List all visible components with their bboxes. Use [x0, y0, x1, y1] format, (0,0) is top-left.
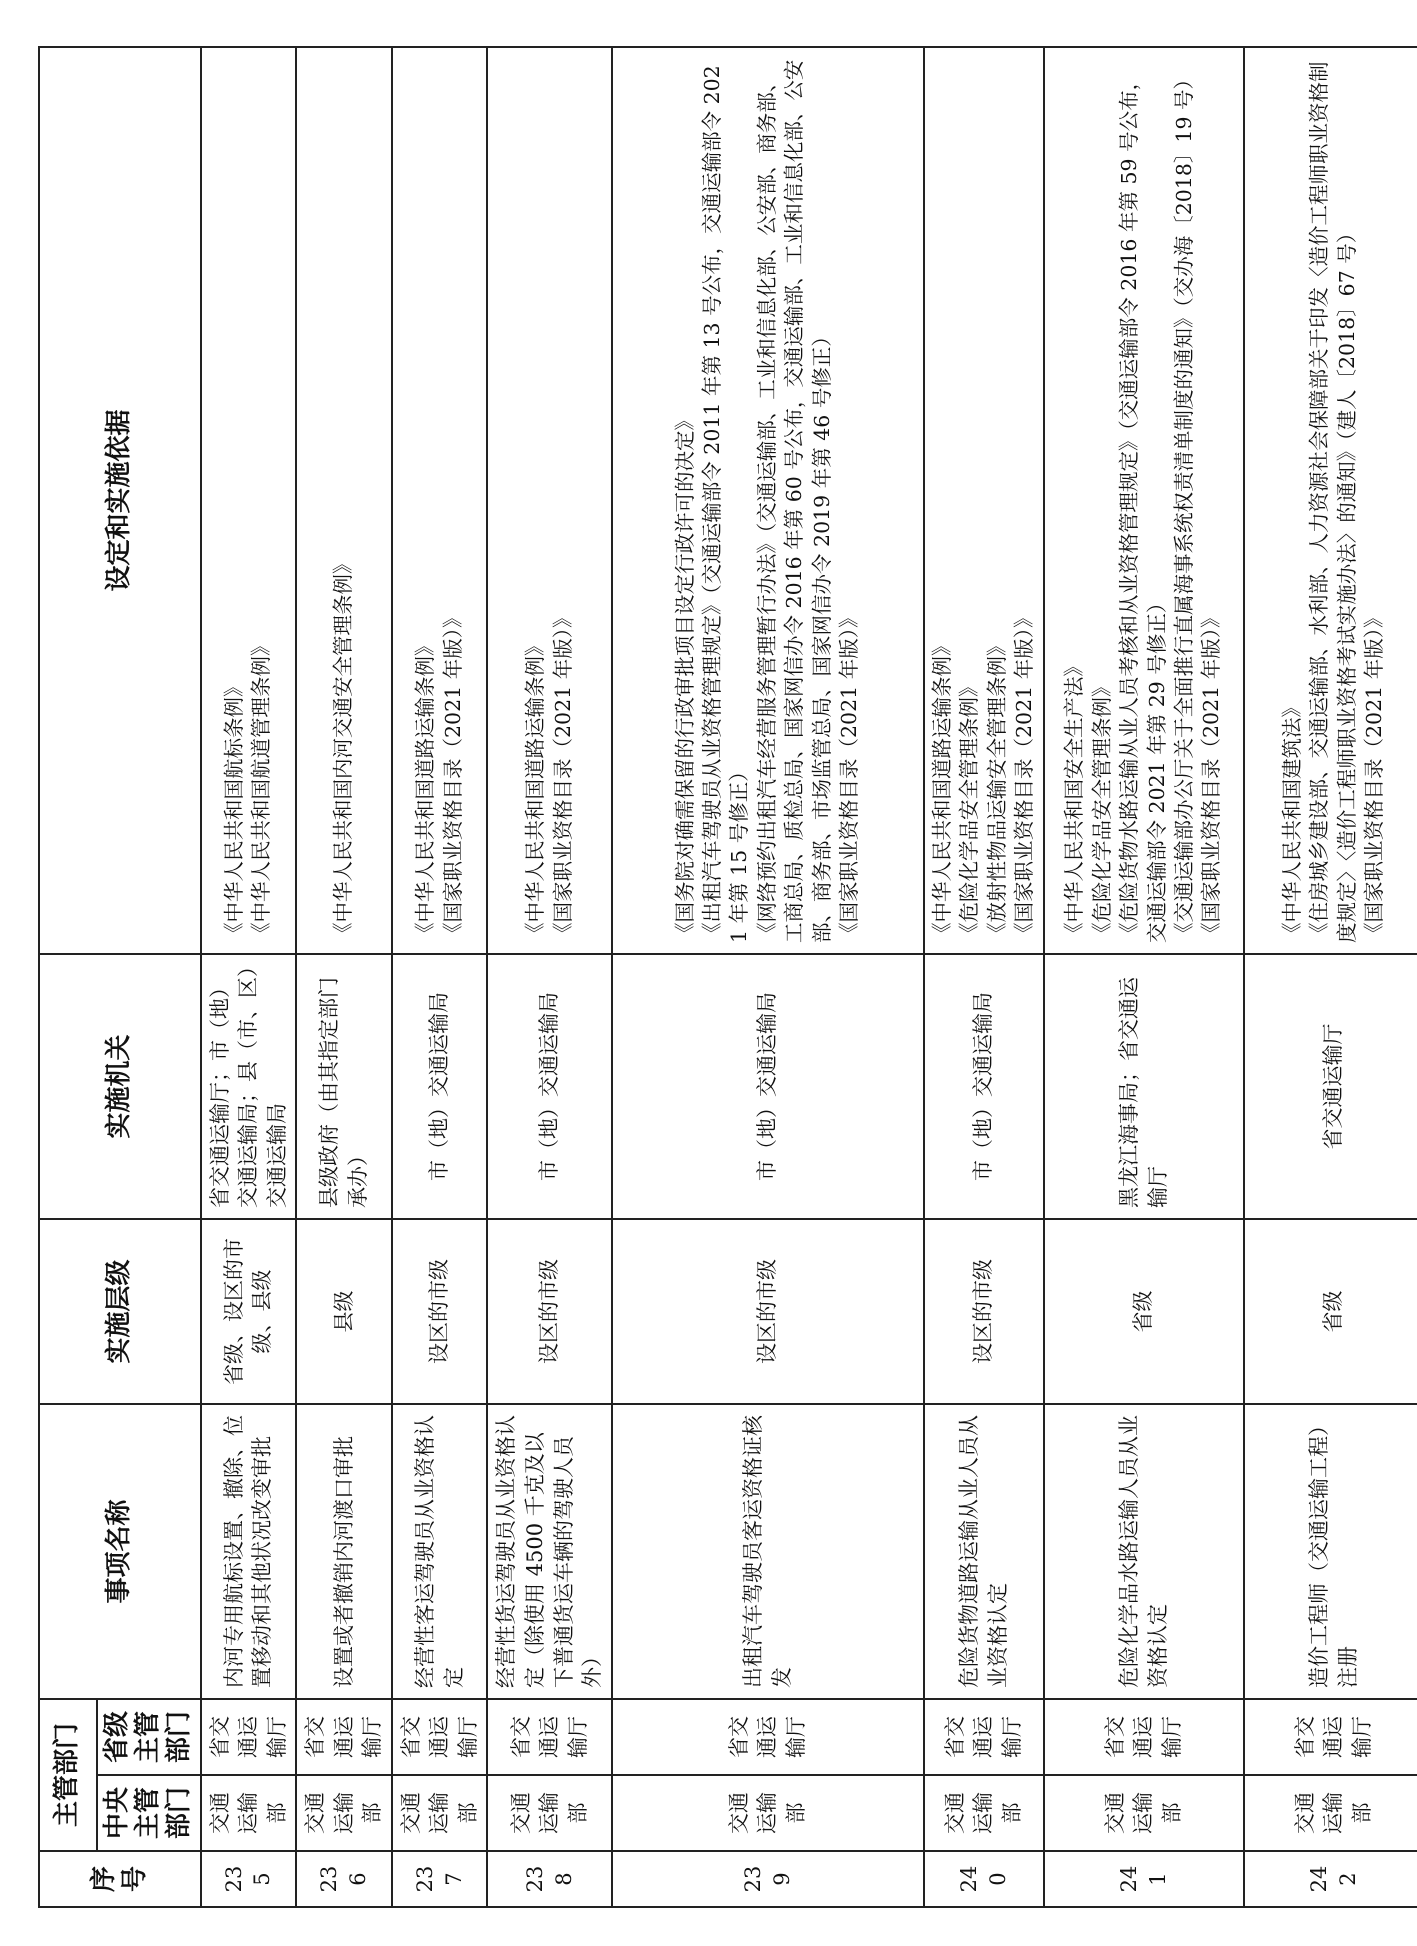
table-row	[1044, 47, 1244, 1907]
provincial-dept-cell: 省交通运输厅	[296, 1699, 392, 1775]
seq-cell: 235	[201, 1851, 297, 1907]
basis-line: 《放射性物品运输安全管理条例》	[984, 635, 1009, 943]
central-dept-cell: 交通运输部	[392, 1775, 488, 1851]
central-dept-cell: 交通运输部	[201, 1775, 297, 1851]
agency-cell: 市（地）交通运输局	[392, 954, 488, 1219]
level-cell: 设区的市级	[924, 1219, 1044, 1404]
table-row	[612, 47, 924, 1907]
basis-line: 《中华人民共和国道路运输条例》	[413, 635, 438, 943]
basis-cell	[1044, 47, 1244, 954]
agency-cell: 市（地）交通运输局	[924, 954, 1044, 1219]
level-cell: 省级	[1244, 1219, 1417, 1404]
item-name-cell: 设置或者撤销内河渡口审批	[296, 1404, 392, 1699]
agency-cell: 省交通运输厅；市（地）交通运输局；县（市、区）交通运输局	[201, 954, 297, 1219]
basis-cell	[612, 47, 924, 954]
agency-cell: 县级政府（由其指定部门承办）	[296, 954, 392, 1219]
table-row	[201, 47, 297, 1907]
central-dept-cell: 交通运输部	[612, 1775, 924, 1851]
basis-line: 《国务院对确需保留的行政审批项目设定行政许可的决定》	[672, 409, 697, 943]
basis-line: 《危险化学品安全管理条例》	[1089, 676, 1114, 943]
basis-line: 《国家职业资格目录（2021 年版）》	[440, 607, 465, 943]
basis-line: 《国家职业资格目录（2021 年版）》	[1012, 607, 1037, 943]
basis-cell	[201, 47, 297, 954]
basis-cell	[296, 47, 392, 954]
seq-cell: 240	[924, 1851, 1044, 1907]
basis-line: 《中华人民共和国建筑法》	[1279, 696, 1304, 943]
table-body	[201, 47, 1417, 1907]
central-dept-cell: 交通运输部	[924, 1775, 1044, 1851]
item-name-cell: 造价工程师（交通运输工程）注册	[1244, 1404, 1417, 1699]
header-seq: 序号	[39, 1851, 201, 1907]
agency-cell: 市（地）交通运输局	[487, 954, 611, 1219]
basis-line: 《交通运输部办公厅关于全面推行直属海事系统权责清单制度的通知》（交办海〔2018〕19 号）	[1172, 68, 1197, 943]
header-basis: 设定和实施依据	[39, 47, 201, 954]
basis-line: 《国家职业资格目录（2021 年版）》	[1362, 607, 1387, 943]
basis-line: 《危险货物水路运输从业人员考核和从业资格管理规定》（交通运输部令 2016 年第 59 号公布，交通运输部令 2021 年第 29 号修正）	[1117, 69, 1169, 943]
central-dept-cell: 交通运输部	[296, 1775, 392, 1851]
table-row	[296, 47, 392, 1907]
basis-cell	[924, 47, 1044, 954]
item-name-cell: 内河专用航标设置、撤除、位置移动和其他状况改变审批	[201, 1404, 297, 1699]
seq-cell: 237	[392, 1851, 488, 1907]
basis-line: 《中华人民共和国内河交通安全管理条例》	[331, 553, 356, 943]
basis-line: 《中华人民共和国道路运输条例》	[929, 635, 954, 943]
basis-line: 《中华人民共和国航道管理条例》	[249, 635, 274, 943]
table-row	[487, 47, 611, 1907]
table-row	[392, 47, 488, 1907]
basis-cell	[392, 47, 488, 954]
level-cell: 设区的市级	[392, 1219, 488, 1404]
basis-line: 《网络预约出租汽车经营服务管理暂行办法》（交通运输部、工业和信息化部、公安部、商务部、工商总局、质检总局、国家网信办令 2016 年第 60 号公布，交通运输部、工业和信息化部、公安部、商务部、市场监管总局、国家网信办令 2019 年第 46 号修正）	[754, 59, 834, 943]
provincial-dept-cell: 省交通运输厅	[487, 1699, 611, 1775]
provincial-dept-cell: 省交通运输厅	[612, 1699, 924, 1775]
central-dept-cell: 交通运输部	[1244, 1775, 1417, 1851]
basis-line: 《危险化学品安全管理条例》	[957, 676, 982, 943]
item-name-cell: 经营性货运驾驶员从业资格认定（除使用 4500 千克及以下普通货运车辆的驾驶人员外）	[487, 1404, 611, 1699]
seq-cell: 238	[487, 1851, 611, 1907]
header-level: 实施层级	[39, 1219, 201, 1404]
basis-line: 《中华人民共和国航标条例》	[221, 676, 246, 943]
basis-line: 《国家职业资格目录（2021 年版）》	[1199, 607, 1224, 943]
agency-cell: 黑龙江海事局；省交通运输厅	[1044, 954, 1244, 1219]
header-provincial-dept: 省级主管部门	[97, 1699, 201, 1775]
basis-line: 《中华人民共和国道路运输条例》	[523, 635, 548, 943]
level-cell: 设区的市级	[612, 1219, 924, 1404]
provincial-dept-cell: 省交通运输厅	[1244, 1699, 1417, 1775]
basis-cell	[487, 47, 611, 954]
seq-cell: 242	[1244, 1851, 1417, 1907]
level-cell: 省级、设区的市级、县级	[201, 1219, 297, 1404]
agency-cell: 市（地）交通运输局	[612, 954, 924, 1219]
header-item-name: 事项名称	[39, 1404, 201, 1699]
header-dept-group: 主管部门	[39, 1699, 97, 1851]
basis-line: 《住房城乡建设部、交通运输部、水利部、人力资源社会保障部关于印发〈造价工程师职业资格制度规定〉〈造价工程师职业资格考试实施办法〉的通知》（建人〔2018〕67 号）	[1307, 61, 1359, 943]
header-agency: 实施机关	[39, 954, 201, 1219]
basis-line: 《国家职业资格目录（2021 年版）》	[550, 607, 575, 943]
basis-cell	[1244, 47, 1417, 954]
provincial-dept-cell: 省交通运输厅	[392, 1699, 488, 1775]
item-name-cell: 危险化学品水路运输人员从业资格认定	[1044, 1404, 1244, 1699]
level-cell: 省级	[1044, 1219, 1244, 1404]
seq-cell: 241	[1044, 1851, 1244, 1907]
provincial-dept-cell: 省交通运输厅	[201, 1699, 297, 1775]
provincial-dept-cell: 省交通运输厅	[924, 1699, 1044, 1775]
rotated-table-wrapper	[38, 48, 1398, 1908]
seq-cell: 236	[296, 1851, 392, 1907]
table-row	[1244, 47, 1417, 1907]
central-dept-cell: 交通运输部	[1044, 1775, 1244, 1851]
basis-line: 《中华人民共和国安全生产法》	[1062, 655, 1087, 943]
admin-licensing-table	[38, 46, 1417, 1908]
seq-cell: 239	[612, 1851, 924, 1907]
agency-cell: 省交通运输厅	[1244, 954, 1417, 1219]
basis-line: 《国家职业资格目录（2021 年版）》	[837, 607, 862, 943]
item-name-cell: 危险货物道路运输从业人员从业资格认定	[924, 1404, 1044, 1699]
level-cell: 设区的市级	[487, 1219, 611, 1404]
table-row	[924, 47, 1044, 1907]
basis-line: 《出租汽车驾驶员从业资格管理规定》（交通运输部令 2011 年第 13 号公布，交通运输部令 2021 年第 15 号修正）	[700, 65, 752, 943]
provincial-dept-cell: 省交通运输厅	[1044, 1699, 1244, 1775]
level-cell: 县级	[296, 1219, 392, 1404]
central-dept-cell: 交通运输部	[487, 1775, 611, 1851]
item-name-cell: 经营性客运驾驶员从业资格认定	[392, 1404, 488, 1699]
header-central-dept: 中央主管部门	[97, 1775, 201, 1851]
item-name-cell: 出租汽车驾驶员客运资格证核发	[612, 1404, 924, 1699]
